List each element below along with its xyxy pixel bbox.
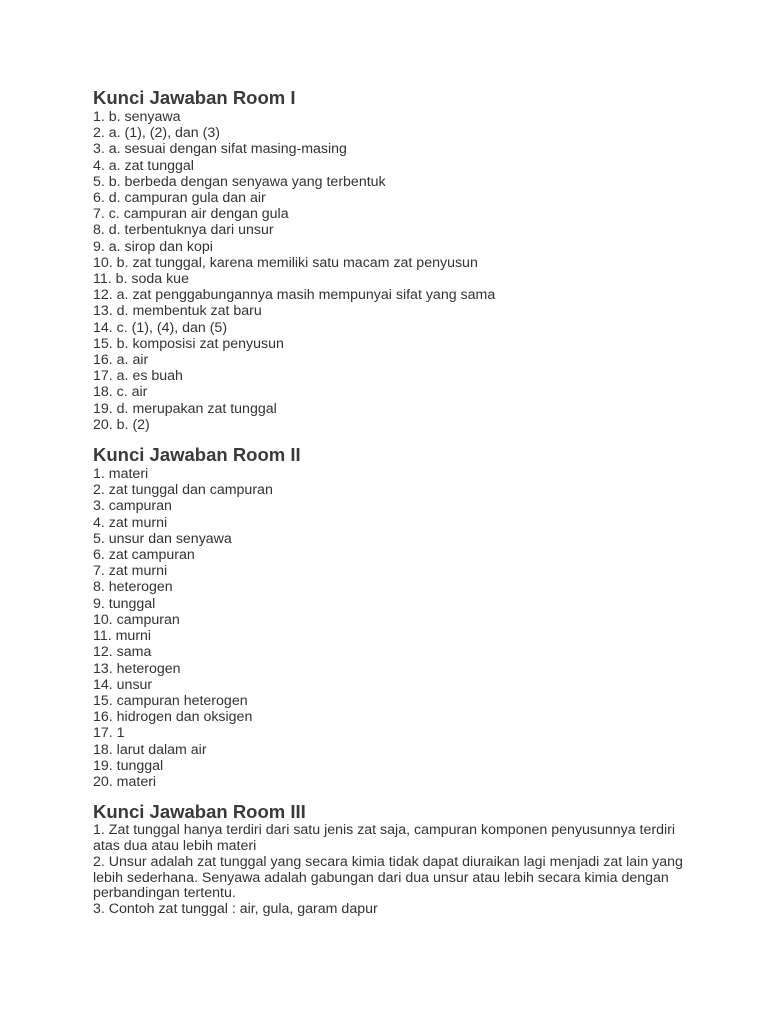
answer-item: 2. zat tunggal dan campuran	[93, 482, 273, 499]
section-room-1	[93, 87, 693, 433]
answer-item: 13. d. membentuk zat baru	[93, 303, 262, 320]
answer-item: 5. b. berbeda dengan senyawa yang terbentuk	[93, 173, 386, 190]
answer-item: 12. sama	[93, 644, 152, 661]
answer-item: 3. campuran	[93, 498, 172, 515]
answer-item: 13. heterogen	[93, 660, 181, 677]
answer-item: 19. d. merupakan zat tunggal	[93, 400, 277, 417]
answer-list-room-3	[93, 823, 693, 918]
answer-item: 6. zat campuran	[93, 547, 195, 564]
answer-item: 1. Zat tunggal hanya terdiri dari satu jenis zat saja, campuran komponen penyusunnya terdiri atas dua atau lebih materi	[93, 822, 676, 854]
section-title-room-2: Kunci Jawaban Room II	[93, 444, 301, 466]
answer-list-room-2	[93, 466, 693, 790]
answer-item: 16. a. air	[93, 352, 149, 369]
answer-item: 7. zat murni	[93, 563, 168, 580]
answer-item: 4. zat murni	[93, 514, 168, 531]
answer-item: 9. tunggal	[93, 595, 156, 612]
section-title-room-1: Kunci Jawaban Room I	[93, 87, 296, 108]
section-room-2	[93, 444, 693, 790]
answer-list-room-1	[93, 109, 693, 433]
answer-item: 18. c. air	[93, 384, 148, 401]
answer-item: 6. d. campuran gula dan air	[93, 190, 266, 207]
answer-item: 3. Contoh zat tunggal : air, gula, garam dapur	[93, 901, 378, 918]
answer-item: 14. unsur	[93, 676, 153, 693]
answer-item: 11. b. soda kue	[93, 271, 189, 288]
section-room-3	[93, 801, 693, 918]
answer-item: 19. tunggal	[93, 757, 164, 774]
answer-item: 16. hidrogen dan oksigen	[93, 709, 253, 726]
answer-item: 8. heterogen	[93, 579, 173, 596]
answer-item: 3. a. sesuai dengan sifat masing-masing	[93, 141, 347, 158]
answer-item: 2. Unsur adalah zat tunggal yang secara kimia tidak dapat diuraikan lagi menjadi zat lain yang lebih sederhana. Senyawa adalah gabungan dari dua unsur atau lebih secara kimia dengan perbandingan tertentu.	[93, 853, 683, 902]
answer-item: 10. campuran	[93, 611, 180, 628]
answer-item: 1. b. senyawa	[93, 109, 181, 125]
answer-item: 5. unsur dan senyawa	[93, 530, 232, 547]
answer-item: 20. materi	[93, 773, 157, 790]
answer-item: 7. c. campuran air dengan gula	[93, 206, 289, 223]
answer-item: 17. a. es buah	[93, 368, 183, 385]
answer-key-document	[93, 87, 693, 918]
answer-item: 1. materi	[93, 466, 149, 483]
section-title-room-3: Kunci Jawaban Room III	[93, 801, 306, 823]
answer-item: 10. b. zat tunggal, karena memiliki satu macam zat penyusun	[93, 254, 478, 271]
answer-item: 17. 1	[93, 725, 125, 742]
answer-item: 4. a. zat tunggal	[93, 157, 194, 174]
answer-item: 15. campuran heterogen	[93, 692, 248, 709]
answer-item: 14. c. (1), (4), dan (5)	[93, 319, 228, 336]
answer-item: 12. a. zat penggabungannya masih mempunyai sifat yang sama	[93, 287, 496, 304]
answer-item: 15. b. komposisi zat penyusun	[93, 335, 284, 352]
answer-item: 20. b. (2)	[93, 416, 150, 433]
answer-item: 8. d. terbentuknya dari unsur	[93, 222, 274, 239]
answer-item: 11. murni	[93, 628, 152, 645]
answer-item: 9. a. sirop dan kopi	[93, 238, 213, 255]
answer-item: 18. larut dalam air	[93, 741, 207, 758]
answer-item: 2. a. (1), (2), dan (3)	[93, 125, 220, 142]
